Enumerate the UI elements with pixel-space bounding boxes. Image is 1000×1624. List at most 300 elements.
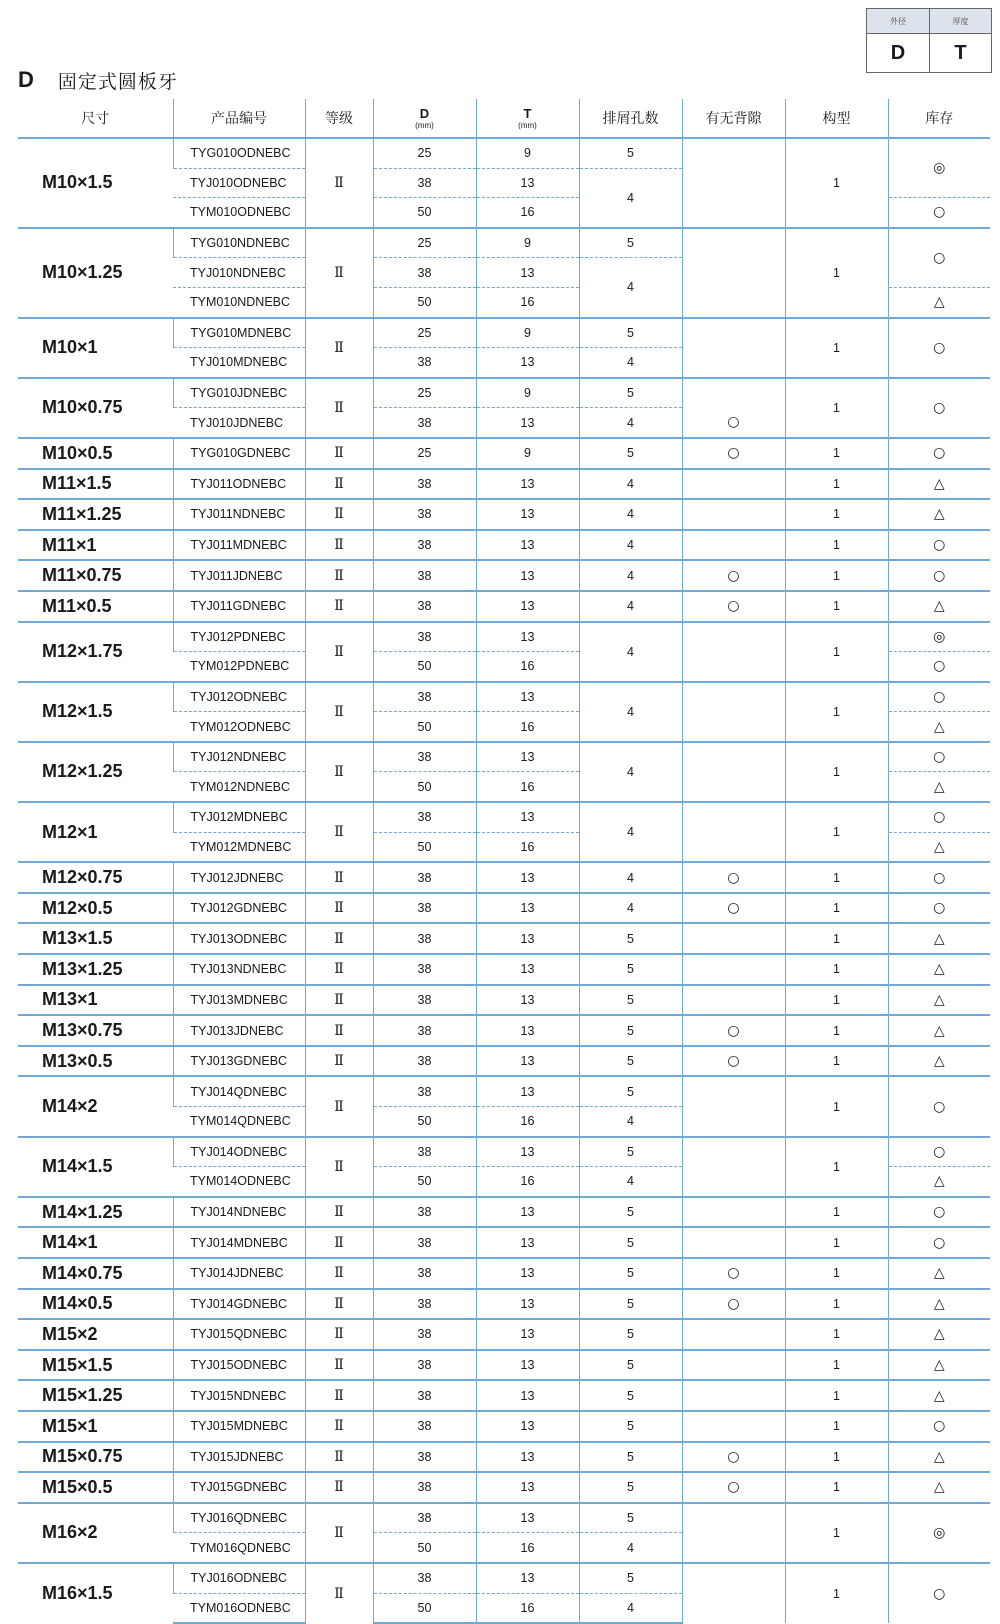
grade-cell: Ⅱ bbox=[305, 1289, 373, 1320]
size-cell: M12×1.25 bbox=[18, 742, 173, 802]
outer-diameter-cell: 38 bbox=[373, 862, 476, 893]
thickness-cell: 13 bbox=[476, 1411, 579, 1442]
relief-cell bbox=[682, 1563, 785, 1623]
outer-diameter-cell: 50 bbox=[373, 287, 476, 317]
table-row bbox=[18, 1350, 990, 1381]
stock-cell: △ bbox=[888, 1442, 990, 1473]
chip-holes-cell: 5 bbox=[579, 1015, 682, 1046]
table-row bbox=[18, 742, 990, 772]
relief-cell bbox=[682, 318, 785, 378]
chip-holes-cell: 5 bbox=[579, 1563, 682, 1593]
outer-diameter-cell: 25 bbox=[373, 438, 476, 469]
size-cell: M12×1 bbox=[18, 802, 173, 862]
grade-cell: Ⅱ bbox=[305, 228, 373, 318]
relief-cell bbox=[682, 1411, 785, 1442]
chip-holes-cell: 4 bbox=[579, 802, 682, 862]
chip-holes-cell: 4 bbox=[579, 469, 682, 500]
grade-cell: Ⅱ bbox=[305, 923, 373, 954]
outer-diameter-cell: 25 bbox=[373, 318, 476, 348]
outer-diameter-cell: 38 bbox=[373, 1319, 476, 1350]
grade-cell: Ⅱ bbox=[305, 742, 373, 802]
relief-cell bbox=[682, 1350, 785, 1381]
stock-cell: △ bbox=[888, 1015, 990, 1046]
size-cell: M13×1.25 bbox=[18, 954, 173, 985]
type-cell: 1 bbox=[785, 438, 888, 469]
thickness-cell: 13 bbox=[476, 1076, 579, 1106]
table-row bbox=[18, 1319, 990, 1350]
outer-diameter-cell: 25 bbox=[373, 378, 476, 408]
type-cell: 1 bbox=[785, 1015, 888, 1046]
chip-holes-cell: 5 bbox=[579, 923, 682, 954]
outer-diameter-cell: 38 bbox=[373, 1442, 476, 1473]
chip-holes-cell: 5 bbox=[579, 1472, 682, 1503]
size-cell: M10×1.5 bbox=[18, 138, 173, 228]
header-stock: 库存 bbox=[888, 99, 990, 138]
grade-cell: Ⅱ bbox=[305, 1015, 373, 1046]
type-cell: 1 bbox=[785, 1197, 888, 1228]
stock-cell: ○ bbox=[888, 1227, 990, 1258]
size-cell: M13×0.75 bbox=[18, 1015, 173, 1046]
relief-cell bbox=[682, 378, 785, 408]
table-row bbox=[18, 1076, 990, 1106]
relief-cell: ○ bbox=[682, 1015, 785, 1046]
size-cell: M15×1.25 bbox=[18, 1380, 173, 1411]
table-row bbox=[18, 1289, 990, 1320]
product-code-cell: TYJ010ODNEBC bbox=[173, 168, 305, 198]
type-cell: 1 bbox=[785, 138, 888, 228]
outer-diameter-cell: 38 bbox=[373, 168, 476, 198]
chip-holes-cell: 4 bbox=[579, 499, 682, 530]
thickness-cell: 13 bbox=[476, 954, 579, 985]
product-code-cell: TYJ013JDNEBC bbox=[173, 1015, 305, 1046]
chip-holes-cell: 4 bbox=[579, 348, 682, 378]
type-cell: 1 bbox=[785, 591, 888, 622]
relief-cell bbox=[682, 1076, 785, 1136]
thickness-cell: 13 bbox=[476, 682, 579, 712]
thickness-cell: 13 bbox=[476, 1442, 579, 1473]
outer-diameter-cell: 38 bbox=[373, 1046, 476, 1077]
grade-cell: Ⅱ bbox=[305, 138, 373, 228]
type-cell: 1 bbox=[785, 1411, 888, 1442]
outer-diameter-cell: 38 bbox=[373, 1258, 476, 1289]
type-cell: 1 bbox=[785, 318, 888, 378]
chip-holes-cell: 5 bbox=[579, 1197, 682, 1228]
relief-cell bbox=[682, 530, 785, 561]
stock-cell: ○ bbox=[888, 652, 990, 682]
stock-cell: ○ bbox=[888, 378, 990, 438]
outer-diameter-cell: 50 bbox=[373, 712, 476, 742]
thickness-cell: 13 bbox=[476, 1563, 579, 1593]
outer-diameter-cell: 38 bbox=[373, 893, 476, 924]
outer-diameter-cell: 38 bbox=[373, 1197, 476, 1228]
grade-cell: Ⅱ bbox=[305, 378, 373, 438]
product-code-cell: TYJ016ODNEBC bbox=[173, 1563, 305, 1593]
type-cell: 1 bbox=[785, 1350, 888, 1381]
size-cell: M11×0.5 bbox=[18, 591, 173, 622]
chip-holes-cell: 4 bbox=[579, 682, 682, 742]
outer-diameter-cell: 38 bbox=[373, 1137, 476, 1167]
table-row bbox=[18, 378, 990, 408]
product-code-cell: TYM012NDNEBC bbox=[190, 779, 291, 794]
stock-cell: △ bbox=[888, 1046, 990, 1077]
outer-diameter-cell: 50 bbox=[373, 1107, 476, 1137]
legend-outer-column bbox=[867, 9, 929, 72]
chip-holes-cell: 5 bbox=[579, 138, 682, 168]
outer-diameter-cell: 38 bbox=[373, 1503, 476, 1533]
table-row bbox=[18, 591, 990, 622]
table-row bbox=[18, 469, 990, 500]
thickness-cell: 13 bbox=[476, 1503, 579, 1533]
type-cell: 1 bbox=[785, 499, 888, 530]
grade-cell: Ⅱ bbox=[305, 530, 373, 561]
table-row bbox=[18, 954, 990, 985]
size-cell: M15×1.5 bbox=[18, 1350, 173, 1381]
type-cell: 1 bbox=[785, 1380, 888, 1411]
thickness-cell: 13 bbox=[476, 1227, 579, 1258]
outer-diameter-cell: 50 bbox=[373, 198, 476, 228]
product-code-cell: TYM010NDNEBC bbox=[190, 295, 291, 310]
grade-cell: Ⅱ bbox=[305, 1046, 373, 1077]
table-row bbox=[18, 1197, 990, 1228]
outer-diameter-cell: 25 bbox=[373, 138, 476, 168]
product-code-cell: TYJ015MDNEBC bbox=[173, 1411, 305, 1442]
thickness-cell: 9 bbox=[476, 318, 579, 348]
outer-diameter-cell: 50 bbox=[373, 652, 476, 682]
stock-cell: ○ bbox=[888, 318, 990, 378]
stock-cell: △ bbox=[888, 1319, 990, 1350]
table-row bbox=[18, 1137, 990, 1167]
product-code-cell: TYM014ODNEBC bbox=[190, 1174, 291, 1189]
relief-cell: ○ bbox=[682, 1046, 785, 1077]
stock-cell: △ bbox=[888, 712, 990, 742]
outer-diameter-cell: 38 bbox=[373, 560, 476, 591]
grade-cell: Ⅱ bbox=[305, 469, 373, 500]
grade-cell: Ⅱ bbox=[305, 1227, 373, 1258]
type-cell: 1 bbox=[785, 893, 888, 924]
thickness-cell: 13 bbox=[476, 985, 579, 1016]
relief-cell bbox=[682, 954, 785, 985]
grade-cell: Ⅱ bbox=[305, 1442, 373, 1473]
outer-diameter-cell: 38 bbox=[373, 1289, 476, 1320]
grade-cell: Ⅱ bbox=[305, 1503, 373, 1563]
outer-diameter-cell: 38 bbox=[373, 469, 476, 500]
size-cell: M10×1 bbox=[18, 318, 173, 378]
outer-diameter-cell: 38 bbox=[373, 1380, 476, 1411]
product-code-cell: TYG010JDNEBC bbox=[173, 378, 305, 408]
thickness-cell: 16 bbox=[476, 772, 579, 802]
size-cell: M11×0.75 bbox=[18, 560, 173, 591]
chip-holes-cell: 5 bbox=[579, 1137, 682, 1167]
product-code-cell: TYJ010NDNEBC bbox=[173, 258, 305, 288]
grade-cell: Ⅱ bbox=[305, 1380, 373, 1411]
header-d bbox=[373, 99, 476, 138]
grade-cell: Ⅱ bbox=[305, 438, 373, 469]
dimension-legend bbox=[866, 8, 992, 73]
size-cell: M12×0.5 bbox=[18, 893, 173, 924]
type-cell: 1 bbox=[785, 802, 888, 862]
product-code-cell: TYJ014JDNEBC bbox=[173, 1258, 305, 1289]
product-code-cell: TYJ010MDNEBC bbox=[190, 355, 288, 370]
size-cell: M10×1.25 bbox=[18, 228, 173, 318]
product-code-cell: TYM012MDNEBC bbox=[190, 839, 292, 854]
stock-cell: △ bbox=[888, 591, 990, 622]
stock-cell: △ bbox=[888, 499, 990, 530]
thickness-cell: 16 bbox=[476, 1167, 579, 1197]
product-code-cell: TYJ012PDNEBC bbox=[173, 622, 305, 652]
relief-cell: ○ bbox=[682, 1472, 785, 1503]
size-cell: M10×0.75 bbox=[18, 378, 173, 438]
section-letter: D bbox=[18, 67, 34, 92]
thickness-cell: 13 bbox=[476, 1137, 579, 1167]
thickness-cell: 13 bbox=[476, 923, 579, 954]
product-code-cell: TYJ014QDNEBC bbox=[173, 1076, 305, 1106]
grade-cell: Ⅱ bbox=[305, 682, 373, 742]
size-cell: M12×0.75 bbox=[18, 862, 173, 893]
product-code-cell: TYJ014GDNEBC bbox=[173, 1289, 305, 1320]
type-cell: 1 bbox=[785, 1046, 888, 1077]
type-cell: 1 bbox=[785, 1258, 888, 1289]
grade-cell: Ⅱ bbox=[305, 1472, 373, 1503]
type-cell: 1 bbox=[785, 1442, 888, 1473]
stock-cell: △ bbox=[888, 1380, 990, 1411]
table-row bbox=[18, 1411, 990, 1442]
table-row bbox=[18, 228, 990, 258]
relief-cell: ○ bbox=[682, 1289, 785, 1320]
outer-diameter-cell: 50 bbox=[373, 1593, 476, 1623]
product-code-cell: TYJ014MDNEBC bbox=[173, 1227, 305, 1258]
stock-cell: △ bbox=[888, 923, 990, 954]
outer-diameter-cell: 38 bbox=[373, 682, 476, 712]
product-code-cell: TYG010ODNEBC bbox=[173, 138, 305, 168]
table-row bbox=[18, 1258, 990, 1289]
thickness-cell: 16 bbox=[476, 832, 579, 862]
stock-cell: ○ bbox=[888, 1411, 990, 1442]
product-code-cell: TYJ013GDNEBC bbox=[173, 1046, 305, 1077]
product-code-cell: TYJ014ODNEBC bbox=[173, 1137, 305, 1167]
outer-diameter-cell: 38 bbox=[373, 1563, 476, 1593]
product-code-cell: TYJ015JDNEBC bbox=[173, 1442, 305, 1473]
chip-holes-cell: 5 bbox=[579, 1442, 682, 1473]
header-d-unit: (mm) bbox=[415, 120, 434, 130]
relief-cell: ○ bbox=[682, 408, 785, 438]
chip-holes-cell: 5 bbox=[579, 1076, 682, 1106]
stock-cell: ○ bbox=[888, 198, 990, 228]
legend-outer-letter: D bbox=[890, 41, 906, 64]
chip-holes-cell: 4 bbox=[579, 1533, 682, 1563]
product-code-cell: TYJ012ODNEBC bbox=[173, 682, 305, 712]
thickness-cell: 13 bbox=[476, 499, 579, 530]
thickness-cell: 13 bbox=[476, 622, 579, 652]
table-row bbox=[18, 318, 990, 348]
outer-diameter-cell: 38 bbox=[373, 591, 476, 622]
size-cell: M14×0.5 bbox=[18, 1289, 173, 1320]
table-row bbox=[18, 499, 990, 530]
type-cell: 1 bbox=[785, 682, 888, 742]
legend-thick-column bbox=[929, 9, 991, 72]
type-cell: 1 bbox=[785, 378, 888, 438]
chip-holes-cell: 4 bbox=[579, 168, 682, 228]
stock-cell: △ bbox=[888, 832, 990, 862]
thickness-cell: 13 bbox=[476, 168, 579, 198]
stock-cell: ○ bbox=[888, 893, 990, 924]
size-cell: M10×0.5 bbox=[18, 438, 173, 469]
grade-cell: Ⅱ bbox=[305, 802, 373, 862]
chip-holes-cell: 4 bbox=[579, 622, 682, 682]
thickness-cell: 13 bbox=[476, 1319, 579, 1350]
size-cell: M13×1 bbox=[18, 985, 173, 1016]
header-holes: 排屑孔数 bbox=[579, 99, 682, 138]
thickness-cell: 13 bbox=[476, 802, 579, 832]
table-row bbox=[18, 862, 990, 893]
stock-cell: △ bbox=[888, 954, 990, 985]
header-relief: 有无背隙 bbox=[682, 99, 785, 138]
product-code-cell: TYJ011GDNEBC bbox=[173, 591, 305, 622]
table-row bbox=[18, 530, 990, 561]
type-cell: 1 bbox=[785, 560, 888, 591]
thickness-cell: 9 bbox=[476, 228, 579, 258]
chip-holes-cell: 5 bbox=[579, 1046, 682, 1077]
thickness-cell: 9 bbox=[476, 138, 579, 168]
thickness-cell: 16 bbox=[476, 1533, 579, 1563]
stock-cell: △ bbox=[888, 287, 990, 317]
product-code-cell: TYM012PDNEBC bbox=[190, 659, 290, 674]
relief-cell bbox=[682, 1227, 785, 1258]
grade-cell: Ⅱ bbox=[305, 985, 373, 1016]
size-cell: M14×1.25 bbox=[18, 1197, 173, 1228]
size-cell: M15×1 bbox=[18, 1411, 173, 1442]
stock-cell: ○ bbox=[888, 560, 990, 591]
table-row bbox=[18, 1015, 990, 1046]
chip-holes-cell: 5 bbox=[579, 438, 682, 469]
thickness-cell: 13 bbox=[476, 1289, 579, 1320]
stock-cell: ○ bbox=[888, 802, 990, 832]
outer-diameter-cell: 38 bbox=[373, 923, 476, 954]
size-cell: M12×1.5 bbox=[18, 682, 173, 742]
header-size: 尺寸 bbox=[18, 99, 173, 138]
product-code-cell: TYJ011MDNEBC bbox=[173, 530, 305, 561]
grade-cell: Ⅱ bbox=[305, 1137, 373, 1197]
chip-holes-cell: 4 bbox=[579, 408, 682, 438]
product-code-cell: TYM014QDNEBC bbox=[190, 1114, 291, 1129]
relief-cell bbox=[682, 499, 785, 530]
type-cell: 1 bbox=[785, 622, 888, 682]
relief-cell bbox=[682, 138, 785, 228]
chip-holes-cell: 5 bbox=[579, 1319, 682, 1350]
grade-cell: Ⅱ bbox=[305, 954, 373, 985]
relief-cell bbox=[682, 469, 785, 500]
size-cell: M13×0.5 bbox=[18, 1046, 173, 1077]
relief-cell bbox=[682, 1137, 785, 1197]
relief-cell bbox=[682, 622, 785, 682]
type-cell: 1 bbox=[785, 530, 888, 561]
size-cell: M11×1 bbox=[18, 530, 173, 561]
stock-cell: △ bbox=[888, 1167, 990, 1197]
type-cell: 1 bbox=[785, 742, 888, 802]
product-code-cell: TYJ012GDNEBC bbox=[173, 893, 305, 924]
thickness-cell: 9 bbox=[476, 378, 579, 408]
product-code-cell: TYJ015QDNEBC bbox=[173, 1319, 305, 1350]
thickness-cell: 13 bbox=[476, 1258, 579, 1289]
outer-diameter-cell: 38 bbox=[373, 1227, 476, 1258]
stock-cell: ◎ bbox=[888, 1503, 990, 1563]
table-row bbox=[18, 1563, 990, 1593]
outer-diameter-cell: 38 bbox=[373, 408, 476, 438]
stock-cell: △ bbox=[888, 985, 990, 1016]
type-cell: 1 bbox=[785, 1076, 888, 1136]
table-row bbox=[18, 682, 990, 712]
thickness-cell: 16 bbox=[476, 287, 579, 317]
size-cell: M14×1.5 bbox=[18, 1137, 173, 1197]
relief-cell: ○ bbox=[682, 1258, 785, 1289]
product-code-cell: TYJ010JDNEBC bbox=[190, 415, 284, 430]
table-row bbox=[18, 1472, 990, 1503]
size-cell: M16×1.5 bbox=[18, 1563, 173, 1623]
stock-cell: △ bbox=[888, 1472, 990, 1503]
header-row bbox=[18, 99, 990, 138]
outer-diameter-cell: 38 bbox=[373, 622, 476, 652]
size-cell: M15×0.75 bbox=[18, 1442, 173, 1473]
product-code-cell: TYJ012JDNEBC bbox=[173, 862, 305, 893]
thickness-cell: 13 bbox=[476, 1350, 579, 1381]
size-cell: M13×1.5 bbox=[18, 923, 173, 954]
stock-cell: ○ bbox=[888, 742, 990, 772]
thickness-cell: 16 bbox=[476, 198, 579, 228]
header-grade: 等级 bbox=[305, 99, 373, 138]
outer-diameter-cell: 50 bbox=[373, 1533, 476, 1563]
legend-outer-label: 外径 bbox=[867, 9, 929, 34]
stock-cell: △ bbox=[888, 469, 990, 500]
chip-holes-cell: 4 bbox=[579, 258, 682, 318]
stock-cell: △ bbox=[888, 1350, 990, 1381]
thickness-cell: 13 bbox=[476, 1472, 579, 1503]
grade-cell: Ⅱ bbox=[305, 1076, 373, 1136]
size-cell: M14×0.75 bbox=[18, 1258, 173, 1289]
product-code-cell: TYG010NDNEBC bbox=[173, 228, 305, 258]
type-cell: 1 bbox=[785, 469, 888, 500]
product-code-cell: TYJ011ODNEBC bbox=[173, 469, 305, 500]
thickness-cell: 13 bbox=[476, 530, 579, 561]
chip-holes-cell: 4 bbox=[579, 560, 682, 591]
table-row bbox=[18, 560, 990, 591]
relief-cell bbox=[682, 742, 785, 802]
chip-holes-cell: 4 bbox=[579, 1593, 682, 1623]
grade-cell: Ⅱ bbox=[305, 1350, 373, 1381]
product-code-cell: TYJ011JDNEBC bbox=[173, 560, 305, 591]
table-row bbox=[18, 1380, 990, 1411]
product-code-cell: TYJ013NDNEBC bbox=[173, 954, 305, 985]
product-code-cell: TYJ016QDNEBC bbox=[173, 1503, 305, 1533]
grade-cell: Ⅱ bbox=[305, 591, 373, 622]
outer-diameter-cell: 25 bbox=[373, 228, 476, 258]
thickness-cell: 13 bbox=[476, 1015, 579, 1046]
product-code-cell: TYM012ODNEBC bbox=[190, 719, 291, 734]
stock-cell: △ bbox=[888, 1258, 990, 1289]
grade-cell: Ⅱ bbox=[305, 1411, 373, 1442]
outer-diameter-cell: 50 bbox=[373, 832, 476, 862]
product-code-cell: TYM016QDNEBC bbox=[190, 1540, 291, 1555]
type-cell: 1 bbox=[785, 954, 888, 985]
table-row bbox=[18, 622, 990, 652]
size-cell: M15×2 bbox=[18, 1319, 173, 1350]
chip-holes-cell: 5 bbox=[579, 954, 682, 985]
thickness-cell: 13 bbox=[476, 469, 579, 500]
type-cell: 1 bbox=[785, 1319, 888, 1350]
chip-holes-cell: 5 bbox=[579, 1380, 682, 1411]
size-cell: M11×1.25 bbox=[18, 499, 173, 530]
chip-holes-cell: 4 bbox=[579, 1107, 682, 1137]
thickness-cell: 16 bbox=[476, 712, 579, 742]
product-code-cell: TYJ012MDNEBC bbox=[173, 802, 305, 832]
